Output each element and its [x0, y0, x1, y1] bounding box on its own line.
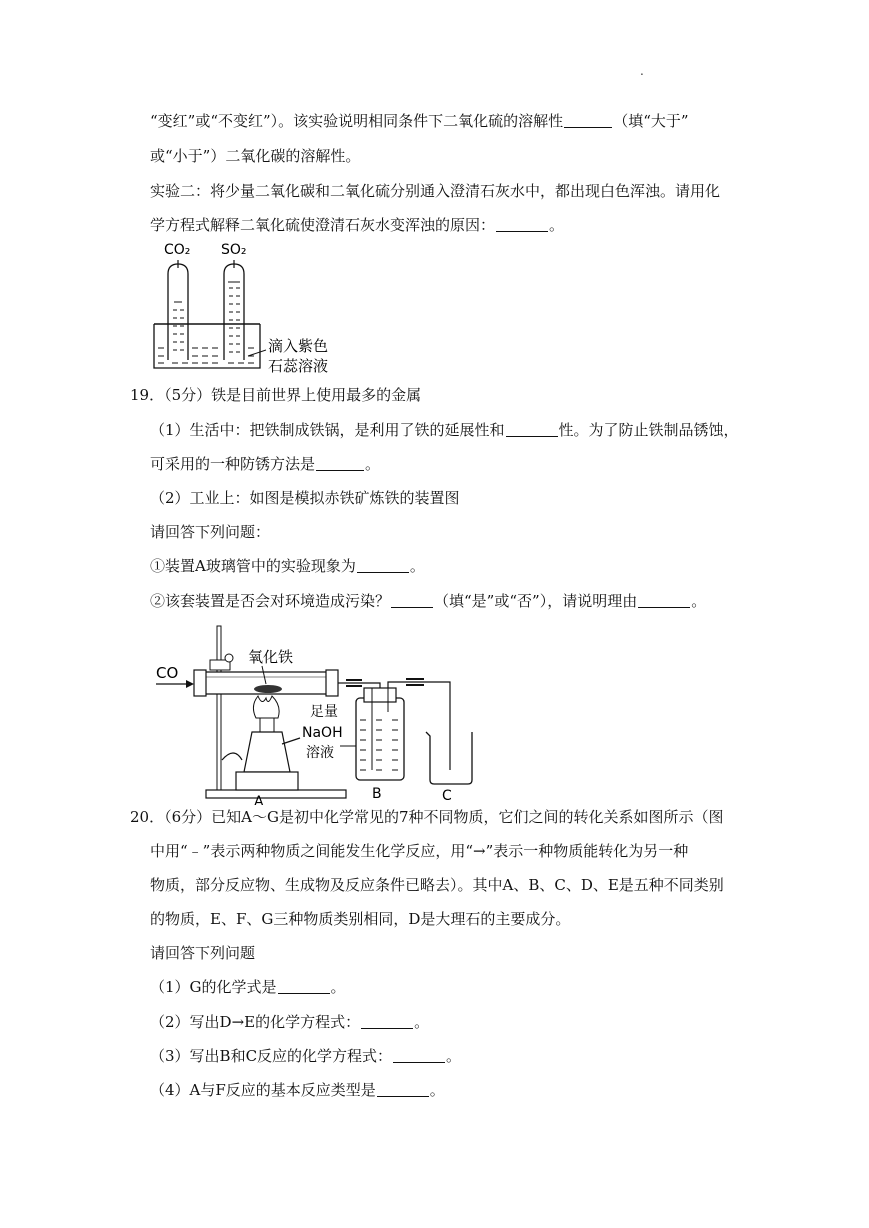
answer-blank[interactable] [496, 217, 548, 232]
q19-text: 。 [409, 557, 425, 575]
q18-line-2: 或“小于”）二氧化碳的溶解性。 [150, 147, 361, 165]
test-tube-figure [148, 238, 348, 378]
q19-part1-line2 [150, 453, 380, 475]
q20-text: （3）写出B和C反应的化学方程式： [150, 1047, 393, 1065]
q20-text: 。 [414, 1013, 430, 1031]
answer-blank[interactable] [278, 979, 330, 994]
q20-sub1 [150, 976, 346, 998]
so2-test-tube [224, 264, 244, 360]
q19-title: 19．（5分）铁是目前世界上使用最多的金属 [130, 386, 422, 404]
beaker [426, 732, 472, 784]
q18-line-1 [150, 110, 689, 132]
q20-line-3: 物质，部分反应物、生成物及反应条件已略去）。其中A、B、C、D、E是五种不同类别 [150, 876, 724, 894]
label-a: A [254, 794, 264, 805]
q19-text: （填“是”或“否”），请说明理由 [434, 592, 638, 610]
q19-prompt: 请回答下列问题： [150, 523, 271, 541]
answer-blank[interactable] [506, 422, 558, 437]
flame [253, 696, 279, 718]
q20-sub2 [150, 1011, 429, 1033]
co2-test-tube [168, 264, 188, 360]
label-c: C [442, 788, 452, 804]
q19-text: 可采用的一种防锈方法是 [150, 455, 316, 473]
co-label: CO [156, 664, 179, 682]
q20-sub3 [150, 1045, 461, 1067]
q19-part2: （2）工业上：如图是模拟赤铁矿炼铁的装置图 [150, 489, 460, 507]
naoh-label-1: 足量 [310, 704, 338, 720]
q20-line-2: 中用“﹣”表示两种物质之间能发生化学反应，用“→”表示一种物质能转化为另一种 [150, 842, 689, 860]
answer-blank[interactable] [638, 593, 690, 608]
iron-oxide-label: 氧化铁 [248, 648, 294, 666]
burner [244, 732, 290, 772]
q20-line-4: 的物质，E、F、G三种物质类别相同，D是大理石的主要成分。 [150, 910, 571, 928]
q20-line-1: 20．（6分）已知A～G是初中化学常见的7种不同物质，它们之间的转化关系如图所示（图 [130, 808, 724, 826]
litmus-caption-1: 滴入紫色 [268, 337, 329, 355]
q18-text: （填“大于” [613, 112, 689, 130]
q20-prompt: 请回答下列问题 [150, 944, 256, 962]
answer-blank[interactable] [357, 558, 409, 573]
q19-text: ②该套装置是否会对环境造成污染？ [150, 592, 391, 610]
label-b: B [372, 786, 382, 802]
q19-sub2 [150, 590, 706, 612]
answer-blank[interactable] [393, 1048, 445, 1063]
litmus-caption-2: 石蕊溶液 [268, 357, 329, 375]
q19-text: 。 [691, 592, 707, 610]
q19-text: 性。为了防止铁制品锈蚀， [558, 421, 739, 439]
q20-text: 。 [429, 1081, 445, 1099]
naoh-label-3: 溶液 [306, 745, 334, 761]
q18-line-4 [150, 214, 564, 236]
q18-text: 。 [549, 216, 565, 234]
q18-text: 学方程式解释二氧化硫使澄清石灰水变浑浊的原因： [150, 216, 496, 234]
answer-blank[interactable] [361, 1014, 413, 1029]
q20-text: （1）G的化学式是 [150, 978, 277, 996]
q19-text: （1）生活中：把铁制成铁锅，是利用了铁的延展性和 [150, 421, 505, 439]
q19-text: 。 [365, 455, 381, 473]
answer-blank[interactable] [316, 456, 364, 471]
q20-text: 。 [330, 978, 346, 996]
iron-oxide-sample [254, 685, 282, 693]
q20-text: （2）写出D→E的化学方程式： [150, 1013, 361, 1031]
q18-line-3: 实验二：将少量二氧化碳和二氧化硫分别通入澄清石灰水中，都出现白色浑浊。请用化 [150, 182, 721, 200]
q18-text: “变红”或“不变红”）。该实验说明相同条件下二氧化硫的溶解性 [150, 112, 564, 130]
q19-sub1 [150, 555, 425, 577]
co2-label: CO₂ [164, 242, 191, 258]
q20-sub4 [150, 1079, 445, 1101]
answer-blank[interactable] [391, 593, 433, 608]
q19-part1-line1 [150, 419, 739, 441]
answer-blank[interactable] [377, 1082, 429, 1097]
q20-text: 。 [446, 1047, 462, 1065]
q19-text: ①装置A玻璃管中的实验现象为 [150, 557, 356, 575]
q20-text: （4）A与F反应的基本反应类型是 [150, 1081, 376, 1099]
iron-smelting-figure [150, 620, 490, 805]
so2-label: SO₂ [221, 242, 247, 258]
gas-wash-bottle [356, 698, 404, 780]
page-dot-mark: . [640, 64, 644, 78]
answer-blank[interactable] [564, 113, 612, 128]
naoh-label-2: NaOH [302, 725, 343, 741]
